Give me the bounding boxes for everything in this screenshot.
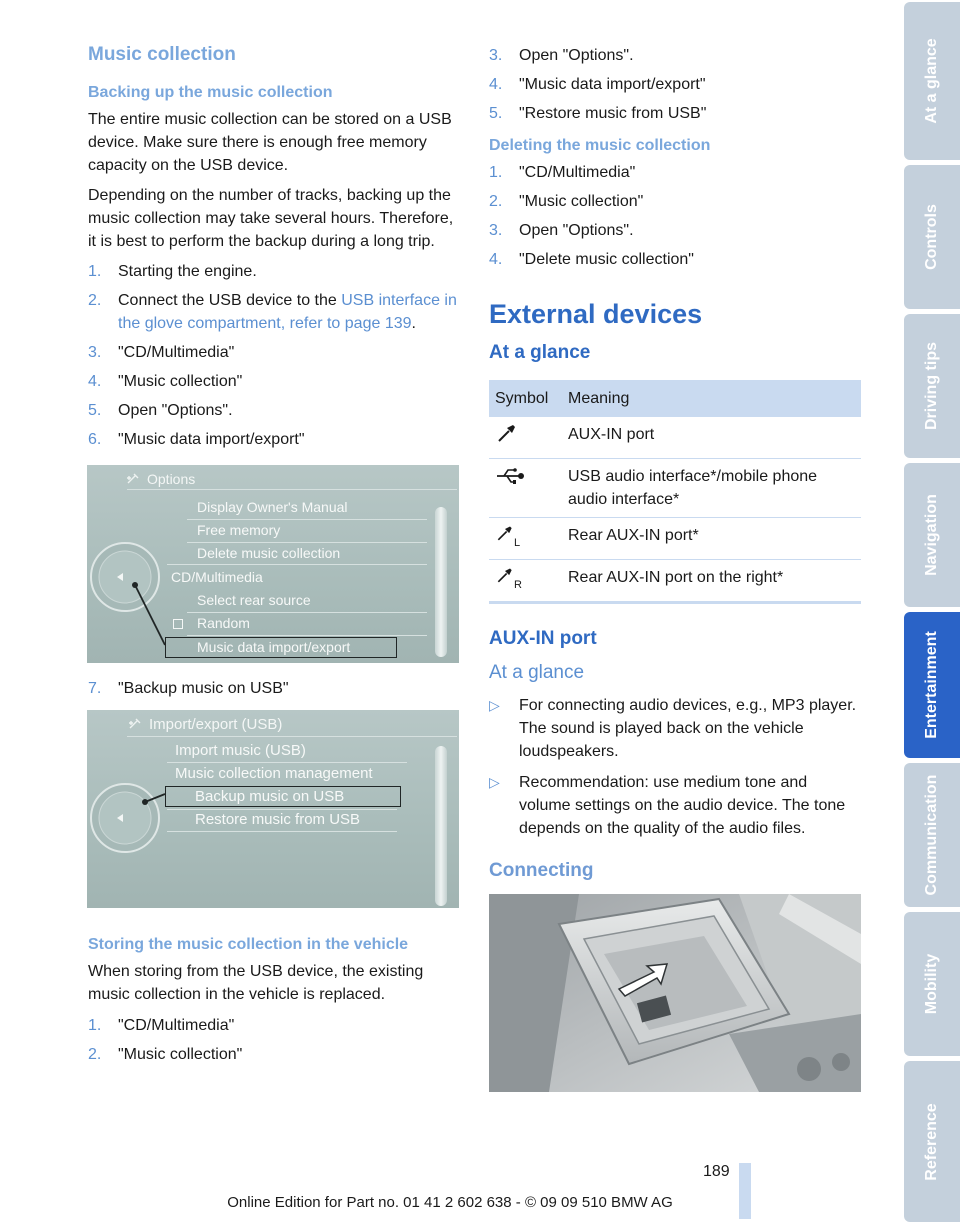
- subheading-aux-at-a-glance: At a glance: [489, 662, 585, 683]
- tab-reference[interactable]: Reference: [904, 1061, 960, 1222]
- heading-aux-in-port: AUX-IN port: [489, 628, 597, 649]
- options-screen: [87, 465, 459, 663]
- heading-external-devices: External devices: [489, 299, 703, 329]
- list-item: 4. "Music collection": [88, 373, 243, 390]
- menu-item-display-manual[interactable]: Display Owner's Manual: [197, 499, 348, 515]
- delete-steps-list: [489, 161, 861, 271]
- list-item: 3. Open "Options".: [489, 47, 634, 64]
- list-item: 4. "Delete music collection": [489, 251, 694, 268]
- chapter-sidebar: [904, 0, 960, 1222]
- list-item: 3. "CD/Multimedia": [88, 344, 235, 361]
- storing-steps-list: [88, 1014, 460, 1066]
- list-item: 4. "Music data import/export": [489, 76, 706, 93]
- paragraph-storing: When storing from the USB device, the existing music collection in the vehicle is replaced.: [88, 963, 424, 1003]
- menu-item-random[interactable]: Random: [197, 615, 250, 631]
- table-header-meaning: Meaning: [562, 380, 861, 417]
- aux-in-right-icon: R: [495, 566, 525, 588]
- list-item: 2. "Music collection": [489, 193, 644, 210]
- step7-list: [88, 677, 460, 700]
- menu-group-cd-multimedia: CD/Multimedia: [171, 569, 263, 585]
- screen-title: Options: [147, 471, 196, 487]
- table-row: [489, 417, 861, 459]
- tab-navigation[interactable]: Navigation: [904, 463, 960, 607]
- tab-entertainment[interactable]: Entertainment: [904, 612, 960, 758]
- table-header-symbol: Symbol: [489, 380, 562, 417]
- menu-item-select-rear-source[interactable]: Select rear source: [197, 592, 311, 608]
- screen-title: Import/export (USB): [149, 716, 283, 733]
- import-export-screen: [87, 710, 459, 908]
- table-row: [489, 518, 861, 560]
- footer-text: Online Edition for Part no. 01 41 2 602 638 - © 09 09 510 BMW AG: [227, 1194, 673, 1211]
- tab-communication[interactable]: Communication: [904, 763, 960, 907]
- backup-steps-list: [88, 260, 460, 451]
- list-item: 7. "Backup music on USB": [88, 680, 289, 697]
- pointer-line: [87, 465, 459, 663]
- paragraph-backup-1: The entire music collection can be stored on a USB device. Make sure there is enough free memory capacity on the USB device.: [88, 111, 452, 174]
- symbol-table: [489, 380, 861, 604]
- table-row: [489, 560, 861, 603]
- subheading-storing: Storing the music collection in the vehicle: [88, 936, 409, 953]
- left-column: [88, 44, 460, 1072]
- right-column: [489, 44, 861, 1092]
- menu-item-import-music[interactable]: Import music (USB): [175, 742, 306, 759]
- list-item: 1. Starting the engine.: [88, 263, 257, 280]
- menu-item-backup-music[interactable]: Backup music on USB: [195, 788, 345, 805]
- list-item: 1. "CD/Multimedia": [489, 164, 636, 181]
- usb-icon: [495, 465, 525, 487]
- list-item: ▷ For connecting audio devices, e.g., MP3 player. The sound is played back on the vehicle loudspeakers.: [489, 697, 857, 760]
- table-header-row: [489, 380, 861, 417]
- heading-connecting: Connecting: [489, 860, 594, 881]
- list-item: 3. Open "Options".: [489, 222, 634, 239]
- menu-item-free-memory[interactable]: Free memory: [197, 522, 281, 538]
- menu-item-delete-music[interactable]: Delete music collection: [197, 545, 341, 561]
- list-item: 5. Open "Options".: [88, 402, 233, 419]
- aux-in-left-icon: L: [495, 524, 525, 546]
- table-cell: USB audio interface*/mobile phone audio interface*: [562, 459, 861, 518]
- menu-item-restore-music[interactable]: Restore music from USB: [195, 811, 361, 828]
- tab-at-a-glance[interactable]: At a glance: [904, 2, 960, 160]
- list-item: 6. "Music data import/export": [88, 431, 305, 448]
- list-item: 2. Connect the USB device to the USB interface in the glove compartment, refer to page 139.: [88, 292, 457, 332]
- usb-interface-link[interactable]: USB interface in the glove compartment, refer to page 139: [118, 292, 457, 332]
- section-title-music-collection: Music collection: [88, 44, 236, 65]
- table-row: [489, 459, 861, 518]
- aux-in-icon: [495, 423, 519, 445]
- menu-item-music-import-export[interactable]: Music data import/export: [197, 639, 351, 655]
- aux-bullet-list: [489, 694, 861, 840]
- tab-controls[interactable]: Controls: [904, 165, 960, 309]
- subheading-deleting: Deleting the music collection: [489, 137, 711, 154]
- list-item: ▷ Recommendation: use medium tone and volume settings on the audio device. The tone depends on the quality of the audio files.: [489, 774, 846, 837]
- list-item: 2. "Music collection": [88, 1046, 243, 1063]
- list-item: 5. "Restore music from USB": [489, 105, 707, 122]
- restore-steps-list: [489, 44, 861, 125]
- tab-driving-tips[interactable]: Driving tips: [904, 314, 960, 458]
- paragraph-backup-2: Depending on the number of tracks, backing up the music collection may take several hours. Therefore, it is best to perform the backup during a long trip.: [88, 187, 454, 250]
- menu-item-music-collection-management[interactable]: Music collection management: [175, 765, 373, 782]
- center-console-photo: [489, 894, 861, 1092]
- pointer-line: [87, 710, 459, 908]
- page-number: 189: [703, 1163, 730, 1180]
- subheading-backup: Backing up the music collection: [88, 84, 333, 101]
- tab-mobility[interactable]: Mobility: [904, 912, 960, 1056]
- list-item: 1. "CD/Multimedia": [88, 1017, 235, 1034]
- table-cell: Rear AUX-IN port on the right*: [562, 560, 861, 603]
- table-cell: AUX-IN port: [562, 417, 861, 459]
- heading-at-a-glance: At a glance: [489, 342, 591, 363]
- table-cell: Rear AUX-IN port*: [562, 518, 861, 560]
